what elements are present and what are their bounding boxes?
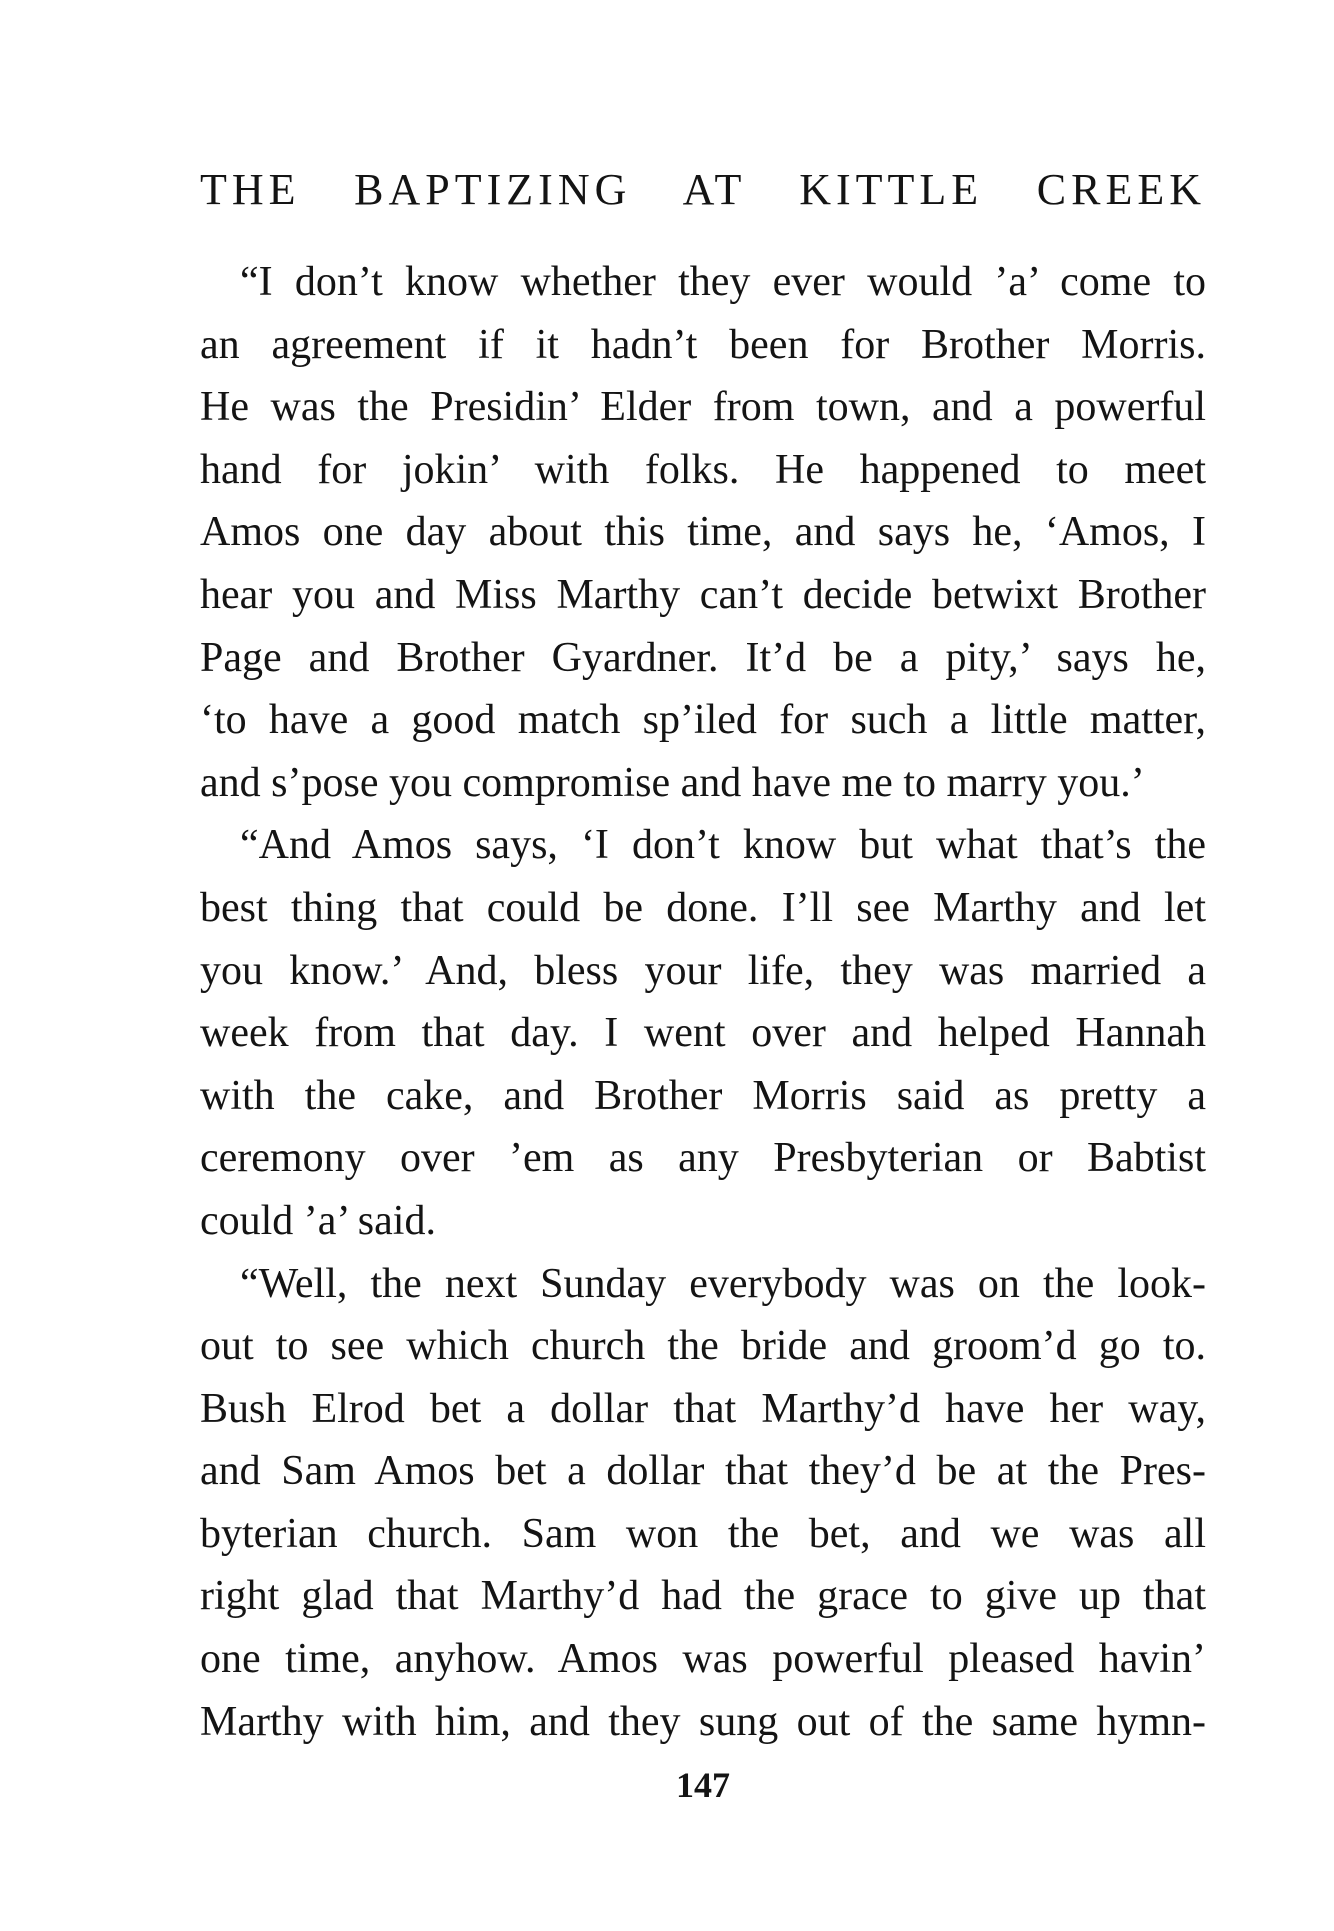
- paragraph-1: [200, 251, 1206, 814]
- text-line: right glad that Marthy’d had the grace to give up that: [200, 1573, 1206, 1620]
- text-line: you know.’ And, bless your life, they was married a: [200, 947, 1206, 994]
- text-line: hear you and Miss Marthy can’t decide betwixt Brother: [200, 571, 1206, 618]
- text-line: Page and Brother Gyardner. It’d be a pity,’ says he,: [200, 634, 1206, 681]
- text-line: “Well, the next Sunday everybody was on the look-: [240, 1260, 1206, 1307]
- paragraph-2: [200, 814, 1206, 1252]
- text-line: ‘to have a good match sp’iled for such a little matter,: [200, 697, 1206, 744]
- text-line: one time, anyhow. Amos was powerful pleased havin’: [200, 1636, 1206, 1683]
- text-line: Bush Elrod bet a dollar that Marthy’d have her way,: [200, 1385, 1206, 1432]
- running-head-title: THE BAPTIZING AT KITTLE CREEK: [200, 165, 1206, 214]
- text-line: He was the Presidin’ Elder from town, and a powerful: [200, 384, 1206, 431]
- text-line: Marthy with him, and they sung out of the same hymn-: [200, 1698, 1206, 1745]
- text-line: an agreement if it hadn’t been for Brother Morris.: [200, 321, 1206, 368]
- text-line: could ’a’ said.: [200, 1197, 436, 1244]
- page-body: [200, 251, 1206, 1753]
- paragraph-3: [200, 1253, 1206, 1754]
- text-line: Amos one day about this time, and says he, ‘Amos, I: [200, 509, 1206, 556]
- text-line: byterian church. Sam won the bet, and we was all: [200, 1510, 1206, 1557]
- page-number: 147: [676, 1765, 730, 1805]
- text-line: ceremony over ’em as any Presbyterian or Babtist: [200, 1135, 1206, 1182]
- text-line: and Sam Amos bet a dollar that they’d be at the Pres-: [200, 1448, 1206, 1495]
- text-line: week from that day. I went over and helped Hannah: [200, 1010, 1206, 1057]
- text-line: out to see which church the bride and groom’d go to.: [200, 1323, 1206, 1370]
- text-line: “And Amos says, ‘I don’t know but what that’s the: [240, 822, 1206, 869]
- text-line: “I don’t know whether they ever would ’a’ come to: [240, 259, 1206, 305]
- text-line: and s’pose you compromise and have me to marry you.’: [200, 759, 1145, 806]
- text-line: best thing that could be done. I’ll see Marthy and let: [200, 884, 1206, 931]
- text-line: hand for jokin’ with folks. He happened to meet: [200, 446, 1206, 493]
- text-line: with the cake, and Brother Morris said as pretty a: [200, 1072, 1206, 1119]
